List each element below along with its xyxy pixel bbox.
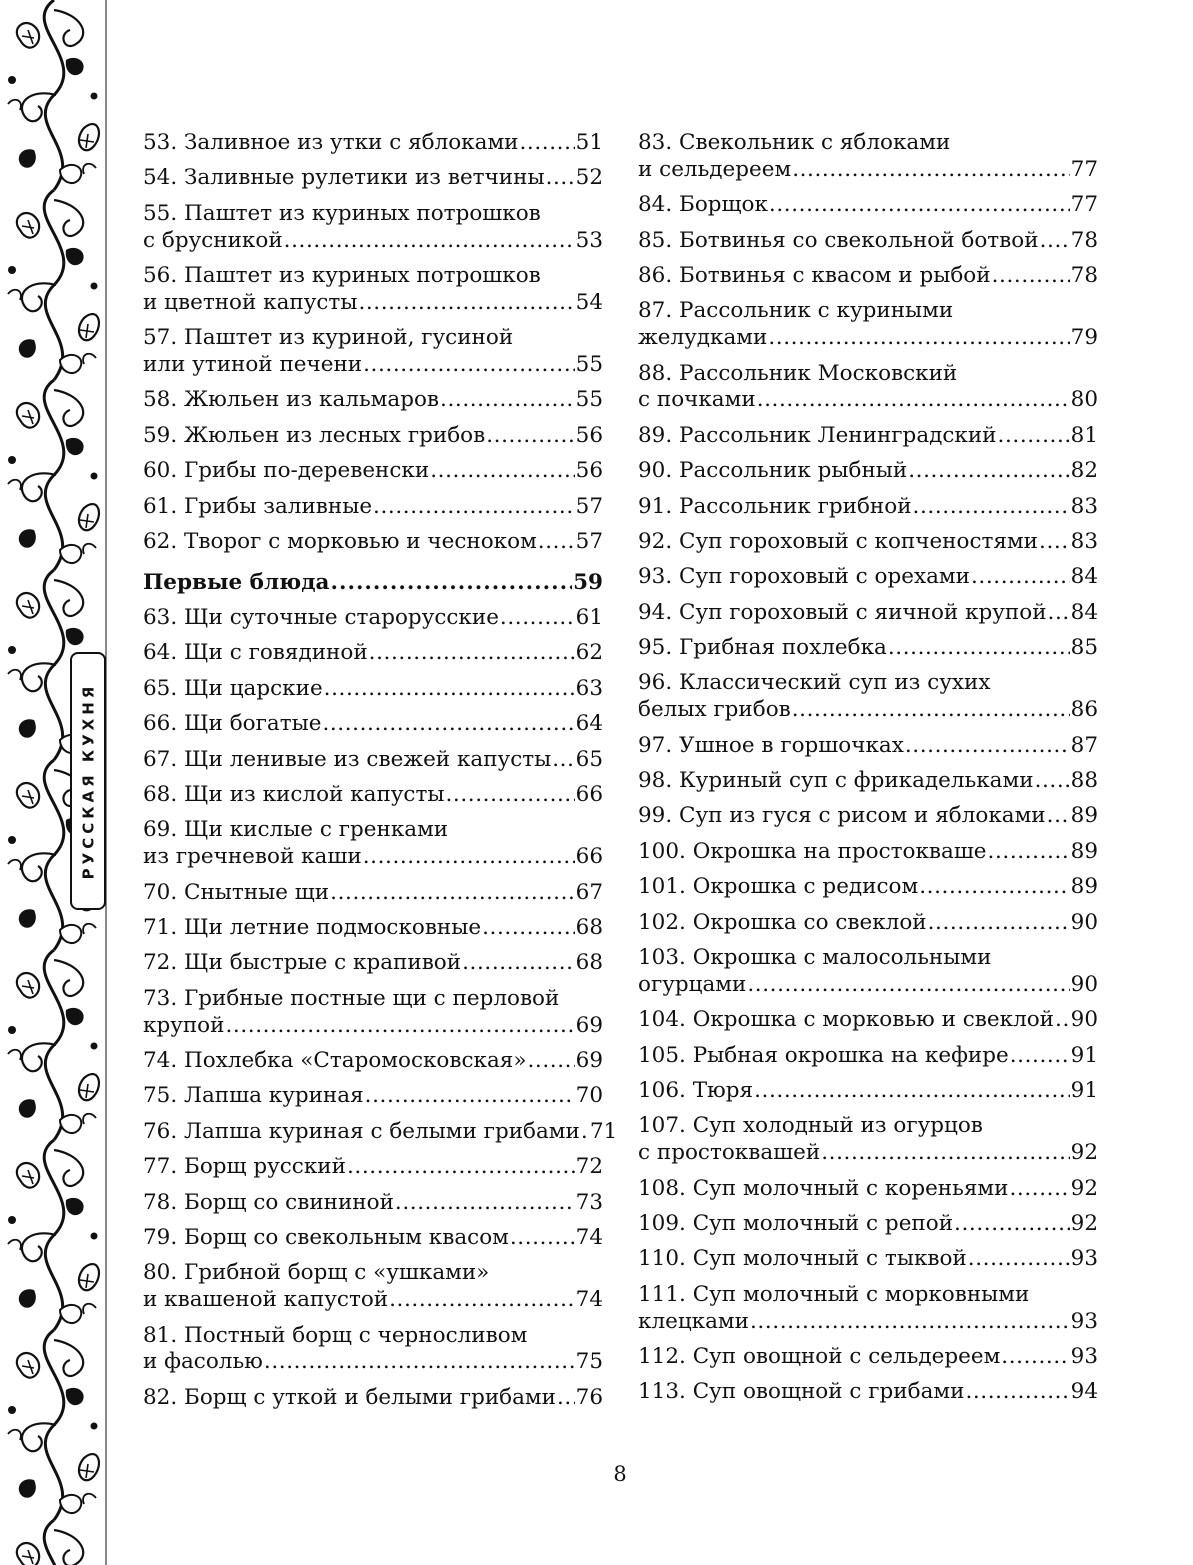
toc-entry-page: 83 bbox=[1070, 493, 1098, 519]
toc-entry-title-line: 102. Окрошка со свеклой bbox=[638, 909, 927, 935]
dot-leader bbox=[264, 1349, 575, 1376]
toc-entry bbox=[143, 1083, 603, 1110]
dot-leader bbox=[754, 1078, 1070, 1105]
page-number: 8 bbox=[613, 1462, 627, 1486]
toc-entry-page: 78 bbox=[1070, 227, 1098, 253]
toc-entry-title-line: желудками bbox=[638, 325, 768, 351]
toc-entry bbox=[143, 676, 603, 703]
toc-entry-title-line: 95. Грибная похлебка bbox=[638, 635, 887, 661]
toc-entry-title-line: 60. Грибы по-деревенски bbox=[143, 458, 430, 484]
dot-leader bbox=[324, 676, 575, 703]
toc-entry-page: 91 bbox=[1070, 1042, 1098, 1068]
toc-entry-page: 72 bbox=[575, 1154, 603, 1180]
toc-entry bbox=[638, 298, 1098, 352]
toc-entry-page: 84 bbox=[1070, 599, 1098, 625]
toc-entry bbox=[638, 1007, 1098, 1034]
toc-entry-page: 64 bbox=[575, 711, 603, 737]
toc-entry-page: 71 bbox=[589, 1118, 618, 1144]
toc-entry-title-line: 66. Щи богатые bbox=[143, 711, 322, 737]
toc-entry bbox=[143, 1118, 618, 1146]
toc-entry-title-line: 109. Суп молочный с репой bbox=[638, 1210, 954, 1236]
toc-entry-page: 91 bbox=[1070, 1077, 1098, 1103]
dot-leader bbox=[322, 711, 574, 738]
toc-entry bbox=[638, 361, 1098, 415]
toc-entry-title-line: 112. Суп овощной с сельдереем bbox=[638, 1343, 1001, 1369]
dot-leader bbox=[552, 747, 574, 774]
toc-entry-title-line: 88. Рассольник Московский bbox=[638, 360, 958, 386]
toc-entry-title-line: 59. Жюльен из лесных грибов bbox=[143, 422, 486, 448]
toc-entry-title-line: 98. Куриный суп с фрикадельками bbox=[638, 768, 1034, 794]
dot-leader bbox=[486, 423, 574, 450]
toc-entry-title-line: 82. Борщ с уткой и белыми грибами bbox=[143, 1384, 556, 1410]
toc-entry-page: 87 bbox=[1070, 732, 1098, 758]
toc-entry-title-line: 99. Суп из гуся с рисом и яблоками bbox=[638, 803, 1046, 829]
toc-entry-page: 78 bbox=[1070, 262, 1098, 288]
toc-entry-page: 61 bbox=[575, 605, 603, 631]
dot-leader bbox=[988, 839, 1070, 866]
toc-entry bbox=[638, 192, 1098, 219]
dot-leader bbox=[913, 494, 1070, 521]
dot-leader bbox=[330, 570, 572, 597]
toc-entry-title-line: 58. Жюльен из кальмаров bbox=[143, 387, 440, 413]
toc-entry-title-line: и фасолью bbox=[143, 1349, 263, 1375]
toc-entry-title-line: или утиной печени bbox=[143, 351, 363, 377]
toc-entry bbox=[143, 711, 603, 738]
toc-left-column bbox=[143, 130, 618, 1420]
toc-entry-title-line: и сельдереем bbox=[638, 156, 792, 182]
toc-entry bbox=[638, 670, 1098, 724]
toc-entry-page: 84 bbox=[1070, 564, 1098, 590]
toc-entry-page: 54 bbox=[575, 289, 603, 315]
toc-section-heading bbox=[143, 570, 603, 597]
toc-entry-title-line: 92. Суп гороховый с копченостями bbox=[638, 528, 1039, 554]
toc-entry bbox=[638, 1379, 1098, 1406]
toc-entry-page: 74 bbox=[575, 1287, 603, 1313]
toc-entry-title-line: 68. Щи из кислой капусты bbox=[143, 782, 445, 808]
toc-entry bbox=[143, 529, 603, 556]
toc-entry bbox=[638, 1113, 1098, 1167]
toc-entry-page: 56 bbox=[575, 458, 603, 484]
toc-entry-title-line: 89. Рассольник Ленинградский bbox=[638, 422, 997, 448]
toc-entry-page: 68 bbox=[575, 915, 603, 941]
dot-leader bbox=[373, 494, 575, 521]
toc-entry-title-line: 94. Суп гороховый с яичной крупой bbox=[638, 599, 1047, 625]
dot-leader bbox=[440, 387, 575, 414]
toc-entry-title-line: 110. Суп молочный с тыквой bbox=[638, 1246, 967, 1272]
toc-entry bbox=[638, 1246, 1098, 1273]
toc-entry-page: 62 bbox=[575, 640, 603, 666]
toc-entry-title-line: 62. Творог с морковью и чесноком bbox=[143, 528, 537, 554]
toc-entry bbox=[638, 733, 1098, 760]
dot-leader bbox=[430, 458, 574, 485]
toc-entry bbox=[638, 600, 1098, 627]
toc-entry-title-line: 113. Суп овощной с грибами bbox=[638, 1379, 965, 1405]
toc-entry-title-line: 97. Ушное в горшочках bbox=[638, 732, 904, 758]
toc-entry-page: 93 bbox=[1070, 1343, 1098, 1369]
toc-entry-title-line: 93. Суп гороховый с орехами bbox=[638, 564, 970, 590]
section-side-tab bbox=[70, 652, 106, 910]
dot-leader bbox=[389, 1287, 575, 1314]
toc-entry-page: 69 bbox=[575, 1012, 603, 1038]
dot-leader bbox=[1040, 228, 1070, 255]
toc-entry bbox=[638, 1078, 1098, 1105]
toc-entry-title-line: 74. Похлебка «Старомосковская» bbox=[143, 1047, 527, 1073]
toc-entry-page: 66 bbox=[575, 844, 603, 870]
toc-entry-page: 90 bbox=[1070, 1007, 1098, 1033]
toc-entry-title-line: 67. Щи ленивые из свежей капусты bbox=[143, 746, 552, 772]
toc-entry bbox=[638, 529, 1098, 556]
toc-entry-title-line: и цветной капусты bbox=[143, 289, 358, 315]
toc-entry bbox=[143, 423, 603, 450]
dot-leader bbox=[445, 782, 574, 809]
dot-leader bbox=[330, 880, 575, 907]
dot-leader bbox=[462, 950, 575, 977]
toc-entry-title-line: 64. Щи с говядиной bbox=[143, 640, 368, 666]
toc-entry-title-line: 111. Суп молочный с морковными bbox=[638, 1281, 1030, 1307]
dot-leader bbox=[1055, 1007, 1070, 1034]
toc-entry-page: 86 bbox=[1070, 697, 1098, 723]
dot-leader bbox=[965, 1379, 1069, 1406]
toc-entry bbox=[143, 1260, 603, 1314]
dot-leader bbox=[750, 1309, 1070, 1336]
dot-leader bbox=[581, 1119, 589, 1146]
dot-leader bbox=[968, 1246, 1070, 1273]
toc-entry-title-line: 87. Рассольник с куриными bbox=[638, 298, 954, 324]
toc-entry-page: 92 bbox=[1070, 1175, 1098, 1201]
toc-entry-title-line: 53. Заливное из утки с яблоками bbox=[143, 130, 519, 155]
toc-entry-title-line: 63. Щи суточные старорусские bbox=[143, 605, 499, 631]
dot-leader bbox=[284, 228, 575, 255]
toc-entry-page: 93 bbox=[1070, 1308, 1098, 1334]
dot-leader bbox=[510, 1225, 575, 1252]
toc-entry-title-line: 70. Снытные щи bbox=[143, 879, 330, 905]
toc-entry-page: 85 bbox=[1070, 635, 1098, 661]
toc-entry bbox=[143, 458, 603, 485]
dot-leader bbox=[538, 529, 575, 556]
dot-leader bbox=[792, 157, 1069, 184]
toc-entry-title-line: 75. Лапша куриная bbox=[143, 1083, 364, 1109]
toc-entry-page: 89 bbox=[1070, 803, 1098, 829]
toc-entry-title-line: из гречневой каши bbox=[143, 844, 362, 870]
dot-leader bbox=[500, 605, 575, 632]
toc-entry bbox=[638, 130, 1098, 184]
dot-leader bbox=[557, 1385, 575, 1412]
toc-entry bbox=[638, 1176, 1098, 1203]
toc-entry-title-line: 84. Борщок bbox=[638, 192, 768, 218]
toc-entry-page: 66 bbox=[575, 782, 603, 808]
toc-right-column bbox=[638, 130, 1098, 1415]
dot-leader bbox=[888, 635, 1070, 662]
toc-entry-title-line: 56. Паштет из куриных потрошков bbox=[143, 262, 541, 288]
toc-entry-title-line: 103. Окрошка с малосольными bbox=[638, 945, 992, 970]
toc-entry bbox=[143, 817, 603, 871]
toc-entry-title-line: с почками bbox=[638, 387, 756, 413]
toc-entry-page: 57 bbox=[575, 493, 603, 519]
toc-entry-page: 73 bbox=[575, 1189, 603, 1215]
toc-entry bbox=[143, 1225, 603, 1252]
toc-entry-page: 94 bbox=[1070, 1379, 1098, 1405]
toc-entry bbox=[143, 130, 603, 157]
toc-entry-page: 67 bbox=[575, 879, 603, 905]
toc-entry bbox=[638, 910, 1098, 937]
toc-entry-page: 81 bbox=[1070, 422, 1098, 448]
dot-leader bbox=[768, 325, 1069, 352]
dot-leader bbox=[520, 130, 575, 157]
dot-leader bbox=[1048, 600, 1070, 627]
toc-entry-page: 90 bbox=[1070, 971, 1098, 997]
toc-entry bbox=[638, 1043, 1098, 1070]
toc-entry-title-line: 69. Щи кислые с гренками bbox=[143, 817, 449, 843]
dot-leader bbox=[363, 352, 575, 379]
toc-entry-page: 77 bbox=[1070, 156, 1098, 182]
dot-leader bbox=[769, 192, 1070, 219]
toc-entry-title-line: 79. Борщ со свекольным квасом bbox=[143, 1224, 509, 1250]
dot-leader bbox=[347, 1154, 575, 1181]
toc-entry-title-line: 104. Окрошка с морковью и свеклой bbox=[638, 1007, 1055, 1033]
toc-entry-title-line: с брусникой bbox=[143, 227, 283, 253]
toc-entry-title-line: 108. Суп молочный с кореньями bbox=[638, 1175, 1009, 1201]
dot-leader bbox=[954, 1211, 1070, 1238]
dot-leader bbox=[905, 733, 1070, 760]
toc-entry bbox=[638, 458, 1098, 485]
toc-entry-title-line: 106. Тюря bbox=[638, 1077, 754, 1103]
toc-entry bbox=[143, 263, 603, 317]
toc-entry-title-line: 90. Рассольник рыбный bbox=[638, 458, 908, 484]
toc-entry-title-line: 91. Рассольник грибной bbox=[638, 493, 912, 519]
toc-entry bbox=[143, 747, 603, 774]
toc-entry bbox=[638, 423, 1098, 450]
toc-entry-page: 82 bbox=[1070, 458, 1098, 484]
toc-entry-page: 51 bbox=[575, 130, 603, 155]
toc-entry bbox=[143, 1154, 603, 1181]
toc-entry bbox=[638, 564, 1098, 591]
toc-entry-page: 69 bbox=[575, 1047, 603, 1073]
toc-entry-page: 89 bbox=[1070, 874, 1098, 900]
dot-leader bbox=[1001, 1344, 1069, 1371]
toc-entry-page: 88 bbox=[1070, 768, 1098, 794]
side-tab-label: РУССКАЯ КУХНЯ bbox=[79, 682, 97, 880]
toc-entry-title-line: 78. Борщ со свининой bbox=[143, 1189, 394, 1215]
toc-entry bbox=[143, 1385, 603, 1412]
toc-entry-title-line: 76. Лапша куриная с белыми грибами bbox=[143, 1118, 580, 1144]
dot-leader bbox=[363, 844, 575, 871]
toc-entry-title-line: крупой bbox=[143, 1012, 225, 1038]
toc-entry bbox=[638, 768, 1098, 795]
toc-entry-title-line: 73. Грибные постные щи с перловой bbox=[143, 985, 560, 1011]
toc-entry bbox=[638, 494, 1098, 521]
dot-leader bbox=[919, 874, 1069, 901]
toc-entry-page: 55 bbox=[575, 387, 603, 413]
toc-entry bbox=[638, 1282, 1098, 1336]
toc-entry-title-line: 65. Щи царские bbox=[143, 675, 323, 701]
toc-entry-page: 63 bbox=[575, 675, 603, 701]
toc-entry-title-line: 100. Окрошка на простокваше bbox=[638, 838, 987, 864]
dot-leader bbox=[747, 972, 1069, 999]
toc-entry bbox=[143, 1190, 603, 1217]
dot-leader bbox=[482, 915, 575, 942]
toc-entry-page: 83 bbox=[1070, 528, 1098, 554]
toc-entry-page: 92 bbox=[1070, 1210, 1098, 1236]
toc-entry bbox=[638, 263, 1098, 290]
dot-leader bbox=[1009, 1176, 1069, 1203]
toc-entry bbox=[143, 782, 603, 809]
toc-entry-page: 70 bbox=[575, 1083, 603, 1109]
toc-entry bbox=[143, 201, 603, 255]
toc-entry bbox=[143, 915, 603, 942]
toc-entry-page: 93 bbox=[1070, 1246, 1098, 1272]
toc-entry bbox=[638, 1211, 1098, 1238]
toc-entry-title-line: 80. Грибной борщ с «ушками» bbox=[143, 1260, 490, 1286]
toc-entry-title-line: Первые блюда bbox=[143, 569, 330, 595]
toc-entry-title-line: огурцами bbox=[638, 971, 747, 997]
toc-entry-page: 57 bbox=[575, 528, 603, 554]
dot-leader bbox=[358, 290, 574, 317]
dot-leader bbox=[1039, 529, 1070, 556]
toc-entry bbox=[638, 1344, 1098, 1371]
toc-entry-title-line: 54. Заливные рулетики из ветчины bbox=[143, 165, 545, 191]
toc-entry bbox=[638, 945, 1098, 999]
toc-entry-title-line: 81. Постный борщ с черносливом bbox=[143, 1322, 528, 1348]
dot-leader bbox=[369, 640, 575, 667]
dot-leader bbox=[1010, 1043, 1070, 1070]
toc-entry bbox=[143, 387, 603, 414]
toc-entry-page: 65 bbox=[575, 746, 603, 772]
toc-entry-page: 55 bbox=[575, 351, 603, 377]
toc-entry-page: 56 bbox=[575, 422, 603, 448]
toc-entry-title-line: 107. Суп холодный из огурцов bbox=[638, 1113, 983, 1139]
toc-entry bbox=[143, 325, 603, 379]
toc-entry-title-line: 55. Паштет из куриных потрошков bbox=[143, 200, 541, 226]
toc-entry-page: 68 bbox=[575, 950, 603, 976]
toc-entry-title-line: 71. Щи летние подмосковные bbox=[143, 915, 482, 941]
toc-entry-page: 89 bbox=[1070, 838, 1098, 864]
toc-entry bbox=[143, 605, 603, 632]
toc-entry bbox=[143, 1048, 603, 1075]
toc-entry-title-line: 101. Окрошка с редисом bbox=[638, 874, 919, 900]
dot-leader bbox=[821, 1140, 1069, 1167]
toc-entry-title-line: 86. Ботвинья с квасом и рыбой bbox=[638, 262, 991, 288]
toc-entry bbox=[143, 165, 603, 192]
toc-entry bbox=[143, 986, 603, 1040]
dot-leader bbox=[908, 458, 1069, 485]
toc-entry-page: 92 bbox=[1070, 1140, 1098, 1166]
dot-leader bbox=[225, 1013, 574, 1040]
toc-entry-page: 76 bbox=[575, 1384, 603, 1410]
toc-entry bbox=[638, 228, 1098, 255]
dot-leader bbox=[992, 263, 1070, 290]
toc-entry-title-line: и квашеной капустой bbox=[143, 1287, 389, 1313]
dot-leader bbox=[528, 1048, 575, 1075]
toc-entry-title-line: клецками bbox=[638, 1308, 749, 1334]
toc-entry-title-line: 105. Рыбная окрошка на кефире bbox=[638, 1042, 1009, 1068]
toc-entry-page: 74 bbox=[575, 1224, 603, 1250]
toc-entry-title-line: 96. Классический суп из сухих bbox=[638, 670, 991, 696]
toc-entry-title-line: 61. Грибы заливные bbox=[143, 493, 373, 519]
toc-entry-title-line: 57. Паштет из куриной, гусиной bbox=[143, 325, 514, 351]
dot-leader bbox=[928, 910, 1070, 937]
toc-entry-page: 80 bbox=[1070, 387, 1098, 413]
toc-entry-page: 77 bbox=[1070, 192, 1098, 218]
toc-entry bbox=[638, 803, 1098, 830]
toc-entry bbox=[638, 839, 1098, 866]
dot-leader bbox=[546, 165, 575, 192]
toc-entry-title-line: белых грибов bbox=[638, 697, 791, 723]
toc-entry bbox=[638, 874, 1098, 901]
toc-entry-page: 79 bbox=[1070, 325, 1098, 351]
toc-entry-title-line: 85. Ботвинья со свекольной ботвой bbox=[638, 227, 1039, 253]
toc-entry-page: 90 bbox=[1070, 909, 1098, 935]
dot-leader bbox=[757, 387, 1070, 414]
toc-entry-title-line: 83. Свекольник с яблоками bbox=[638, 130, 951, 155]
dot-leader bbox=[365, 1083, 575, 1110]
dot-leader bbox=[792, 697, 1070, 724]
toc-entry-title-line: 77. Борщ русский bbox=[143, 1154, 346, 1180]
toc-entry bbox=[143, 1323, 603, 1377]
toc-entry bbox=[143, 950, 603, 977]
toc-entry bbox=[143, 880, 603, 907]
toc-entry-page: 53 bbox=[575, 227, 603, 253]
toc-entry-page: 59 bbox=[573, 569, 603, 595]
toc-entry bbox=[143, 640, 603, 667]
toc-entry-page: 52 bbox=[575, 165, 603, 191]
dot-leader bbox=[998, 423, 1070, 450]
toc-entry bbox=[638, 635, 1098, 662]
dot-leader bbox=[395, 1190, 575, 1217]
toc-entry-title-line: с простоквашей bbox=[638, 1140, 821, 1166]
toc-entry bbox=[143, 494, 603, 521]
dot-leader bbox=[1047, 803, 1070, 830]
dot-leader bbox=[971, 564, 1070, 591]
toc-entry-title-line: 72. Щи быстрые с крапивой bbox=[143, 950, 462, 976]
dot-leader bbox=[1035, 768, 1070, 795]
toc-entry-page: 75 bbox=[575, 1349, 603, 1375]
